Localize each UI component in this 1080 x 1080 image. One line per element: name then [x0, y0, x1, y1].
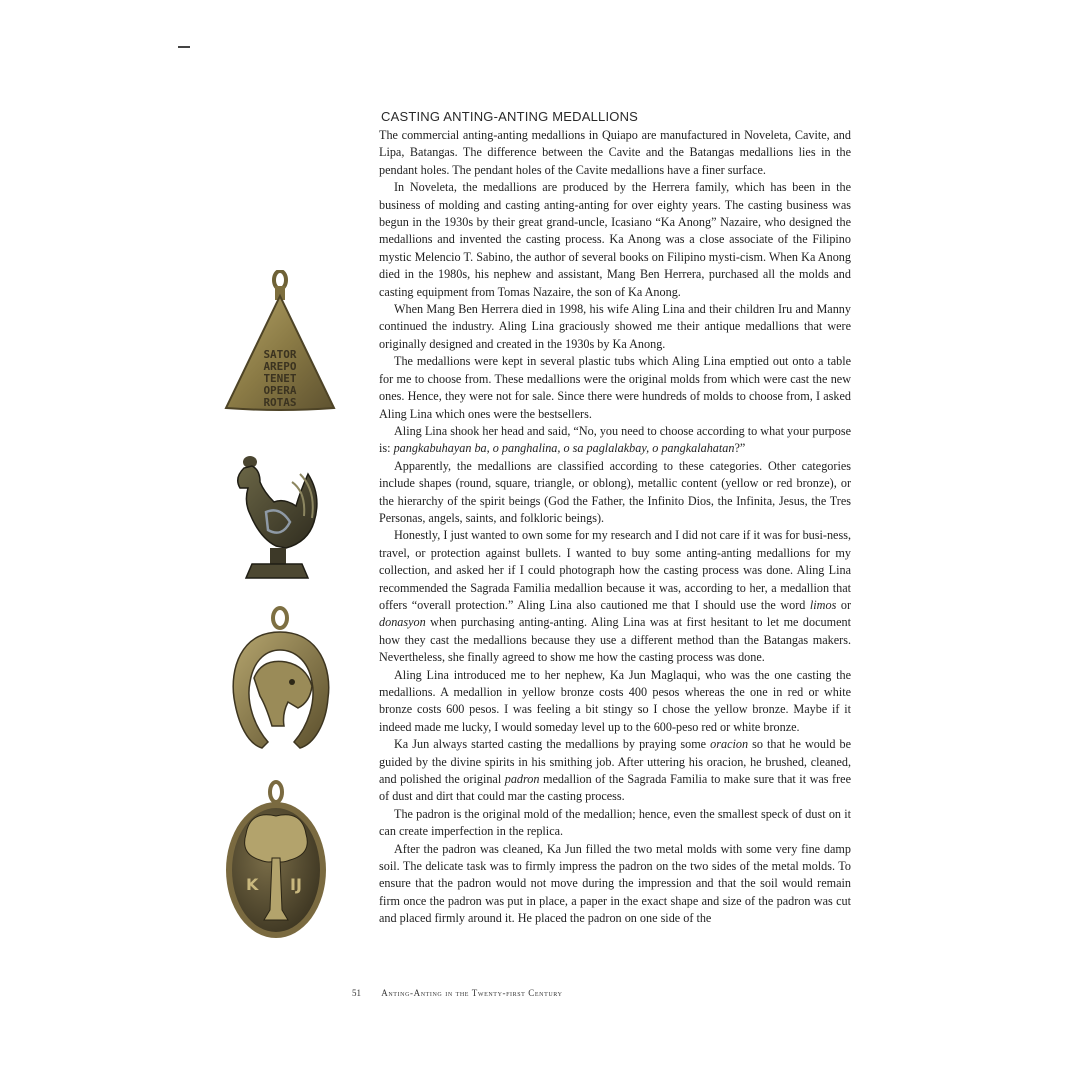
text-run: or [836, 597, 851, 612]
italic-text: pangkabuhayan ba, o panghalina, o sa paglalakbay, o pangkalahatan [393, 441, 735, 456]
page-footer [352, 988, 563, 998]
text-run: Apparently, the medallions are classified according to these categories. Other categories include shapes (round, square, triangle, or oblong), metallic content (yellow or red bronze), or the hierarchy of the spirit beings (God the Father, the Infinito Dios, the Infinita, Jesus, the Tres Personas, angels, saints, and folkloric beings). [379, 458, 851, 525]
text-run: medallion of the Sagrada Familia to make sure that it was free of dust and dirt that could mar the casting process. [379, 772, 851, 804]
rooster-medallion [230, 452, 325, 587]
paragraph [379, 423, 851, 458]
inscription-line: OPERA [263, 384, 297, 397]
paragraph [379, 841, 851, 928]
text-run: ?” [734, 441, 746, 456]
paragraph [379, 667, 851, 737]
paragraph [379, 353, 851, 423]
medallion-letter: K [246, 875, 259, 894]
medallion-letter: IJ [290, 875, 302, 894]
paragraph [379, 736, 851, 806]
paragraph [379, 806, 851, 841]
text-run: Aling Lina introduced me to her nephew, Ka Jun Maglaqui, who was the one casting the medallions. A medallion in yellow bronze costs 400 pesos whereas the one in red or white bronze costs 600 pesos. I was feeling a bit stingy so I chose the yellow bronze. Maybe if it indeed made me lucky, I would someday level up to the 600-peso red or white bronze. [379, 667, 851, 734]
paragraph [379, 527, 851, 666]
italic-text: donasyon [379, 615, 426, 630]
horse-horseshoe-medallion [226, 606, 336, 754]
italic-text: oracion [710, 737, 749, 752]
text-run: Honestly, I just wanted to own some for my research and I did not care if it was for busi-ness, travel, or protection against bullets. I wanted to buy some anting-anting medallions for my collection, and asked her if I could photograph how the casting process was done. Aling Lina recommended the Sagrada Familia medallion because it was, according to her, a medallion that offers “overall protection.” Aling Lina also cautioned me that I should use the word [379, 528, 851, 612]
body-text [379, 127, 851, 928]
italic-text: padron [504, 772, 540, 787]
inscription-line: TENET [263, 372, 297, 385]
text-run: when purchasing anting-anting. Aling Lina was at first hesitant to let me document how they cast the medallions because they use a different method than the Batangas makers. Nevertheless, she finally agreed to show me how the casting process was done. [379, 615, 851, 665]
text-run: When Mang Ben Herrera died in 1998, his wife Aling Lina and their children Iru and Manny continued the industry. Aling Lina graciously showed me their antique medallions that were originally designed and created in the 1930s by Ka Anong. [379, 302, 851, 351]
inscription-line: AREPO [263, 360, 297, 373]
text-run: The padron is the original mold of the medallion; hence, even the smallest speck of dust on it can create imperfection in the replica. [379, 806, 851, 839]
paragraph [379, 127, 851, 179]
paragraph [379, 301, 851, 353]
text-run: In Noveleta, the medallions are produced by the Herrera family, which has been in the business of molding and casting anting-anting for over eighty years. The casting business was begun in the 1930s by their great grand-uncle, Icasiano “Ka Anong” Nazaire, who designed the medallions and invented the casting process. Ka Anong was a close associate of the Filipino mystic Melencio T. Sabino, the author of several books on Filipino mysti-cism. When Ka Anong died in the 1980s, his nephew and assistant, Mang Ben Herrera, purchased all the molds and casting equipment from Tomas Nazaire, the son of Ka Anong. [379, 180, 851, 299]
inscription-line: SATOR [263, 348, 297, 361]
text-run: Aling Lina shook her head and said, “No, you need to choose according to what your purpose is: [379, 423, 851, 456]
text-run: The medallions were kept in several plastic tubs which Aling Lina emptied out onto a table for me to choose from. These medallions were the original molds from which were cast the new ones. Hence, they were not for sale. Since there were hundreds of molds to choose from, I asked Aling Lina which ones were the bestsellers. [379, 354, 851, 421]
triangle-sator-medallion [222, 270, 340, 415]
text-run: Ka Jun always started casting the medallions by praying some [394, 737, 711, 752]
paragraph [379, 179, 851, 301]
text-run: so that he would be guided by the divine spirits in his smithing job. After uttering his oracion, he brushed, cleaned, and polished the original [379, 737, 851, 787]
italic-text: limos [809, 597, 837, 612]
crop-mark [178, 46, 190, 48]
page-number: 51 [352, 988, 361, 998]
text-run: The commercial anting-anting medallions in Quiapo are manufactured in Noveleta, Cavite, and Lipa, Batangas. The difference between the Cavite and the Batangas medallions lies in the pendant holes. The pendant holes of the Cavite medallions have a finer surface. [379, 128, 851, 177]
paragraph [379, 458, 851, 528]
sator-inscription [263, 348, 296, 409]
tree-oval-medallion [224, 780, 330, 940]
text-run: After the padron was cleaned, Ka Jun filled the two metal molds with some very fine damp soil. The delicate task was to firmly impress the padron on the two sides of the metal molds. To ensure that the padron would not move during the impression and that the soil would remain firm once the padron was put in place, a paper in the exact shape and size of the padron was cut and placed firmly around it. He placed the padron on one side of the [379, 841, 851, 926]
running-title: Anting-Anting in the Twenty-first Century [381, 988, 563, 998]
section-heading: CASTING ANTING-ANTING MEDALLIONS [381, 109, 639, 124]
inscription-line: ROTAS [263, 396, 297, 409]
